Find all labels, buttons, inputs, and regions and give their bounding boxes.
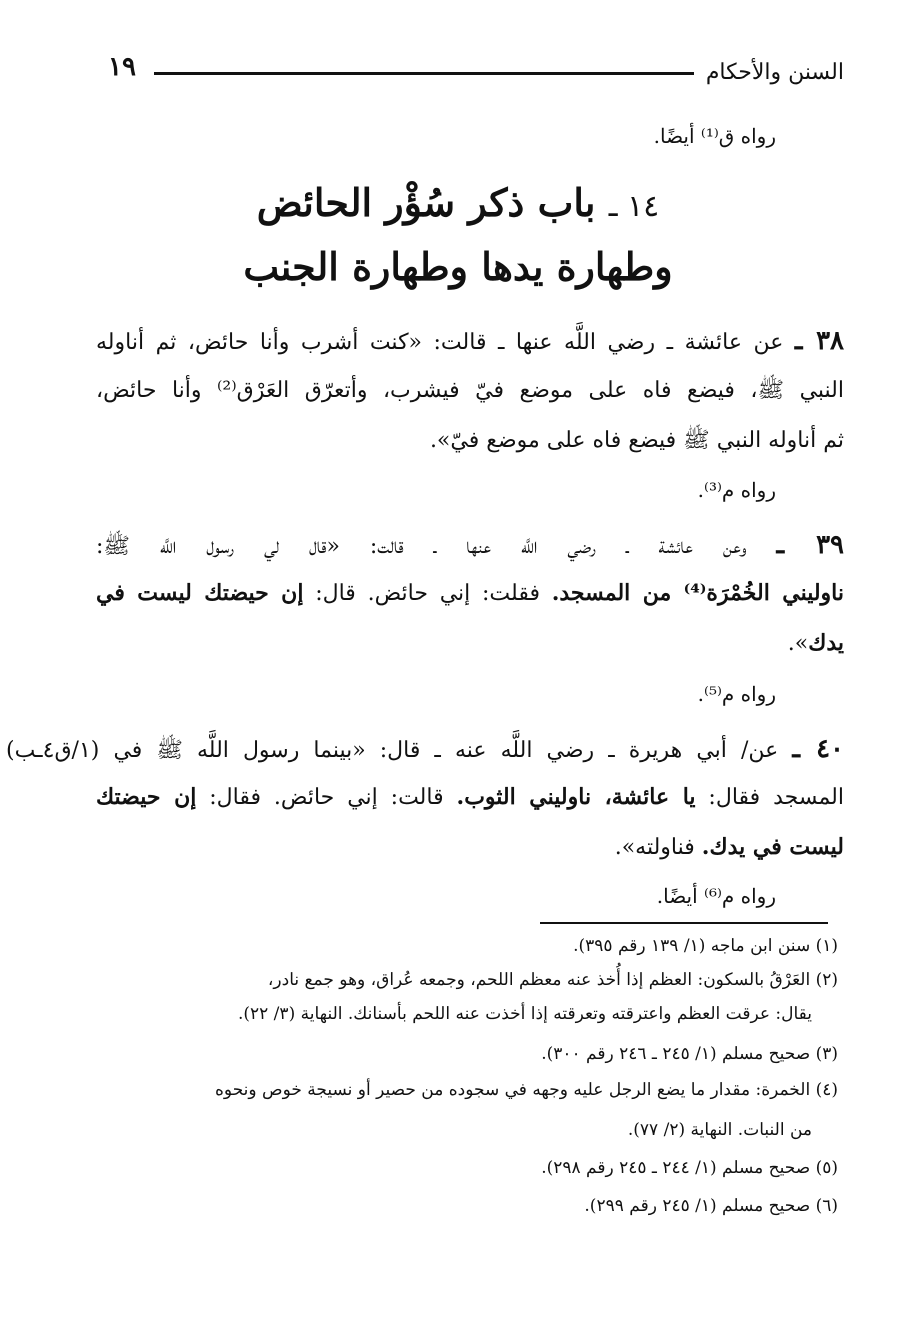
hadith-39-narration: رواه م⁽⁵⁾. xyxy=(697,682,776,706)
book-title: السنن والأحكام xyxy=(705,60,844,85)
hadith-40-narration: رواه م⁽⁶⁾ أيضًا. xyxy=(656,884,776,908)
running-header xyxy=(108,52,844,92)
footnote-2-continued: يقال: عرقت العظم واعترقته وتعرقته إذا أخذت عنه اللحم بأسنانك. النهاية (٣/ ٢٢). xyxy=(237,1004,812,1024)
hadith-39-line3 xyxy=(788,630,844,656)
aisha-reply: فقلت: إني حائض. قال: xyxy=(303,581,552,606)
hadith-38-line1 xyxy=(96,326,844,356)
chapter-title-line1: باب ذكر سُؤْر الحائض xyxy=(256,180,596,225)
hadith-40-number: ٤٠ ـ xyxy=(792,734,844,764)
hadith-38-line3: ثم أناوله النبي ﷺ فيضع فاه على موضع فيّ». xyxy=(429,428,844,453)
footnote-3: (٣) صحيح مسلم (١/ ٢٤٥ ـ ٢٤٦ رقم ٣٠٠). xyxy=(541,1044,838,1064)
footnote-5: (٥) صحيح مسلم (١/ ٢٤٤ ـ ٢٤٥ رقم ٢٩٨). xyxy=(541,1158,838,1178)
hadith-39-line1 xyxy=(96,530,844,564)
aisha-reply: قالت: إني حائض. فقال: xyxy=(196,785,457,810)
footnote-2: (٢) العَرْقُ بالسكون: العظم إذا أُخذ عنه معظم اللحم، وجمعه عُراق، وهو جمع نادر، xyxy=(267,970,838,990)
footnote-4: (٤) الخمرة: مقدار ما يضع الرجل عليه وجهه في سجوده من حصير أو نسيجة خوص ونحوه xyxy=(215,1080,838,1100)
hadith-40-text1: عن/ أبي هريرة ـ رضي اللَّه عنه ـ قال: «بينما رسول اللَّه ﷺ في xyxy=(113,738,779,763)
hadith-40-line1 xyxy=(6,734,844,768)
hadith-38-text1: عن عائشة ـ رضي اللَّه عنها ـ قالت: «كنت أشرب وأنا حائض، ثم أناوله xyxy=(96,330,784,355)
closing-quote: ». xyxy=(787,631,809,656)
prophet-speech: ليست في يدك. xyxy=(701,834,844,860)
hadith-39-text1: وعن عائشة ـ رضي اللَّه عنها ـ قالت: «قال لي رسول اللَّه ﷺ: xyxy=(96,534,747,559)
hadith-38-narration: رواه م⁽³⁾. xyxy=(697,478,776,502)
prophet-speech: يدك xyxy=(808,630,844,656)
hadith-40-line2 xyxy=(96,784,844,810)
hadith-39-line2 xyxy=(96,580,844,606)
chapter-title-line2: وطهارة يدها وطهارة الجنب xyxy=(243,244,673,289)
manuscript-reference: (١/ق٤ـب) xyxy=(6,738,100,763)
hadith-39-number: ٣٩ ـ xyxy=(776,530,844,560)
header-rule xyxy=(154,72,694,75)
prophet-speech: ناوليني الخُمْرَة⁽⁴⁾ من المسجد. xyxy=(551,580,844,606)
page-number: ١٩ xyxy=(108,52,136,82)
prophet-speech: إن حيضتك xyxy=(96,784,197,810)
narration-text: المسجد فقال: xyxy=(695,785,844,810)
footnote-6: (٦) صحيح مسلم (١/ ٢٤٥ رقم ٢٩٩). xyxy=(584,1196,838,1216)
hadith-38-line2: النبي ﷺ، فيضع فاه على موضع فيّ فيشرب، وأتعرّق العَرْق⁽²⁾ وأنا حائض، xyxy=(96,378,844,403)
footnote-4-continued: من النبات. النهاية (٢/ ٧٧). xyxy=(627,1120,812,1140)
closing-quote: فناولته». xyxy=(614,835,702,860)
intro-narration: رواه ق⁽¹⁾ أيضًا. xyxy=(653,124,776,148)
chapter-number: ١٤ ـ xyxy=(608,189,660,224)
footnote-rule xyxy=(540,922,828,924)
footnote-1: (١) سنن ابن ماجه (١/ ١٣٩ رقم ٣٩٥). xyxy=(573,936,838,956)
hadith-38-number: ٣٨ ـ xyxy=(794,326,844,356)
chapter-heading-line1 xyxy=(0,180,916,225)
hadith-40-line3 xyxy=(615,834,844,860)
prophet-speech: يا عائشة، ناوليني الثوب. xyxy=(456,784,696,810)
prophet-speech: إن حيضتك ليست في xyxy=(96,580,304,606)
